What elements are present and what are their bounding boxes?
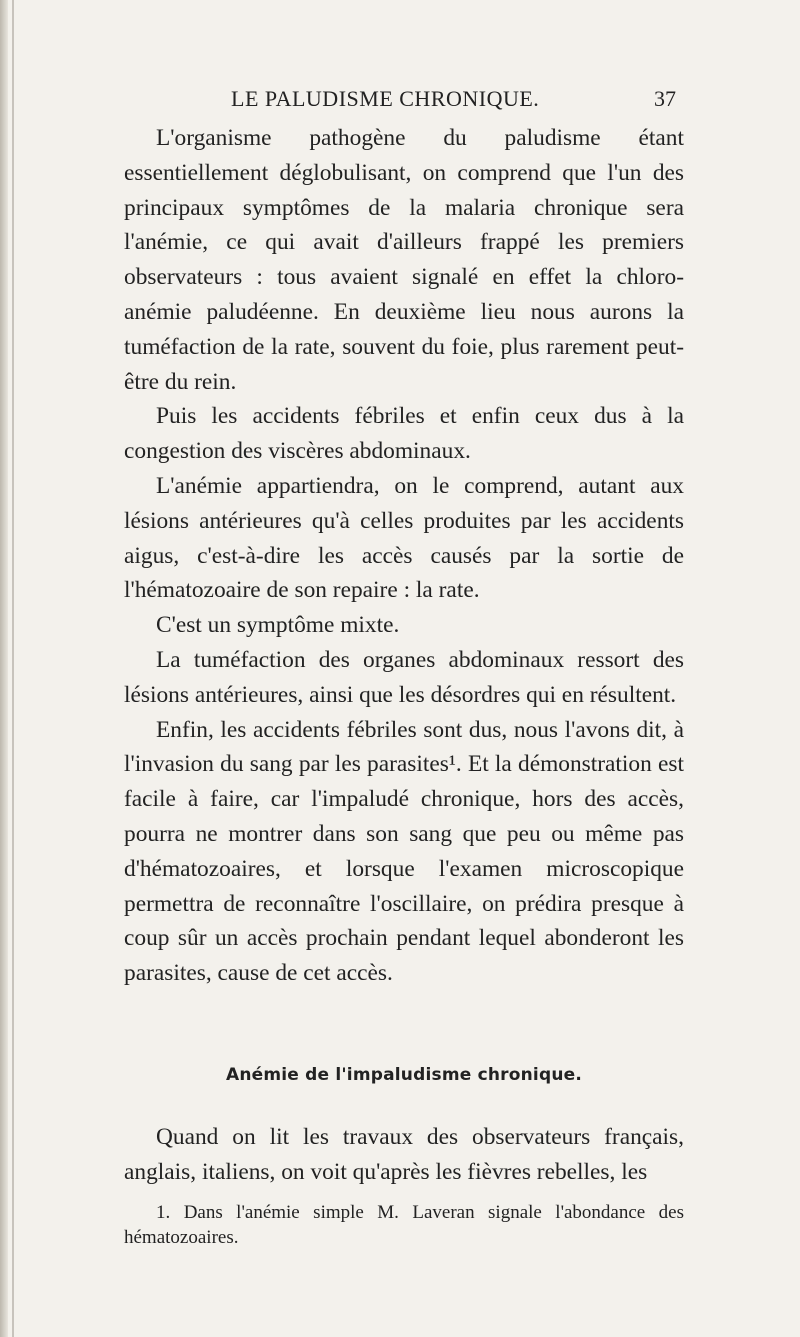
paragraph: Enfin, les accidents fébriles sont dus, nous l'avons dit, à l'invasion du sang par les parasites¹. Et la démonstration est facile à faire, car l'impaludé chronique, hors des accès, pourra ne montrer dans son sang que peu ou même pas d'hématozoaires, et lorsque l'examen microscopique permettra de reconnaître l'oscillaire, on prédira presque à coup sûr un accès prochain pendant lequel abonderont les parasites, cause de cet accès.	[124, 716, 684, 987]
footnote	[124, 1200, 684, 1250]
paragraph: Puis les accidents fébriles et enfin ceux dus à la congestion des viscères abdominaux.	[124, 403, 684, 465]
page-header	[0, 86, 800, 116]
main-text	[124, 121, 684, 991]
paragraph: L'organisme pathogène du paludisme étant essentiellement déglobulisant, on comprend que l'un des principaux symptômes de la malaria chronique sera l'anémie, ce qui avait d'ailleurs frappé les premiers observateurs : tous avaient signalé en effet la chloro-anémie paludéenne. En deuxième lieu nous aurons la tuméfaction de la rate, souvent du foie, plus rarement peut-être du rein.	[124, 125, 684, 395]
paragraph: Quand on lit les travaux des observateurs français, anglais, italiens, on voit qu'après les fièvres rebelles, les	[124, 1124, 684, 1185]
footnote-text: 1. Dans l'anémie simple M. Laveran signale l'abondance des hématozoaires.	[124, 1202, 684, 1248]
page-binding-edge	[0, 0, 8, 1337]
paragraph: C'est un symptôme mixte.	[156, 612, 400, 639]
page-binding-shadow	[12, 0, 14, 1337]
running-head: LE PALUDISME CHRONIQUE.	[231, 86, 540, 111]
paragraph: La tuméfaction des organes abdominaux ressort des lésions antérieures, ainsi que les désordres qui en résultent.	[124, 646, 684, 708]
section-text	[124, 1120, 684, 1190]
paragraph: L'anémie appartiendra, on le comprend, autant aux lésions antérieures qu'à celles produites par les accidents aigus, c'est-à-dire les accès causés par la sortie de l'hématozoaire de son repaire : la rate.	[124, 472, 684, 604]
page-number: 37	[654, 86, 676, 111]
section-heading: Anémie de l'impaludisme chronique.	[225, 1065, 583, 1085]
